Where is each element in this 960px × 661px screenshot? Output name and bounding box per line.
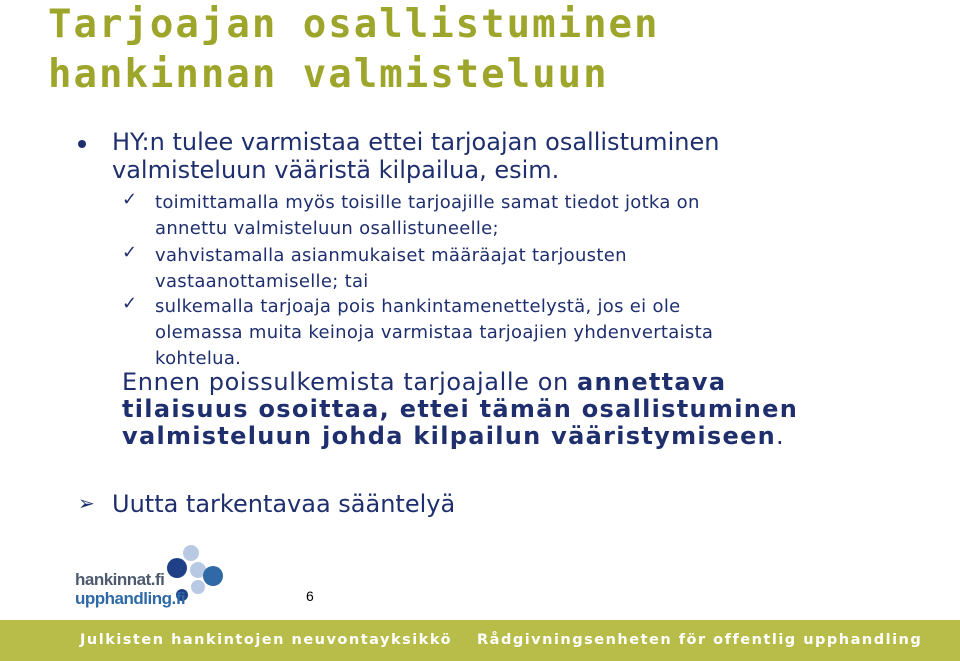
notice-period: . [776, 422, 785, 450]
notice-line-1 [122, 369, 942, 396]
notice-bold-text: valmisteluun johda kilpailun vääristymiseen [122, 422, 777, 450]
logo-circle [191, 580, 205, 594]
arrowhead-icon: ➢ [78, 491, 95, 515]
logo-line-1: hankinnat.fi [75, 570, 165, 589]
checkmark-icon: ✓ [122, 189, 138, 210]
check-item-text: sulkemalla tarjoaja pois hankintamenettelystä, jos ei ole olemassa muita keinoja varmistaa tarjoajien yhdenvertaista kohtelua. [155, 296, 714, 369]
page-number: 6 [306, 588, 314, 604]
arrow-item-text: Uutta tarkentavaa sääntelyä [112, 490, 456, 518]
checkmark-icon: ✓ [122, 242, 138, 263]
notice-text: Ennen poissulkemista tarjoajalle on [122, 368, 578, 396]
bullet-dot-icon [78, 140, 86, 148]
slide-title-line-1: Tarjoajan osallistuminen [48, 2, 660, 47]
check-item-text: toimittamalla myös toisille tarjoajille samat tiedot jotka on annettu valmisteluun osallistuneelle; [155, 192, 700, 239]
logo-line-2: upphandling.fi [75, 589, 186, 608]
main-bullet-line-2: valmisteluun vääristä kilpailua, esim. [112, 156, 560, 184]
slide-title [48, 0, 948, 100]
footer-bar [0, 620, 960, 661]
slide-title-line-2: hankinnan valmisteluun [48, 52, 609, 97]
footer-right-text: Rådgivningsenheten för offentlig upphandling [477, 632, 923, 648]
check-item-text: vahvistamalla asianmukaiset määräajat tarjousten vastaanottamiselle; tai [155, 245, 627, 292]
checkmark-icon: ✓ [122, 293, 138, 314]
notice-line-2: tilaisuus osoittaa, ettei tämän osallistuminen [122, 395, 799, 423]
notice-bold-text: annettava [577, 368, 727, 396]
disqualification-notice [122, 369, 942, 450]
logo-circle [183, 545, 199, 561]
logo-circle [203, 566, 223, 586]
main-bullet-text [112, 128, 932, 184]
logo-text [75, 570, 185, 608]
footer-left-text: Julkisten hankintojen neuvontayksikkö [80, 632, 453, 648]
notice-line-3 [122, 423, 942, 450]
main-bullet-line-1: HY:n tulee varmistaa ettei tarjoajan osallistuminen [112, 128, 720, 156]
